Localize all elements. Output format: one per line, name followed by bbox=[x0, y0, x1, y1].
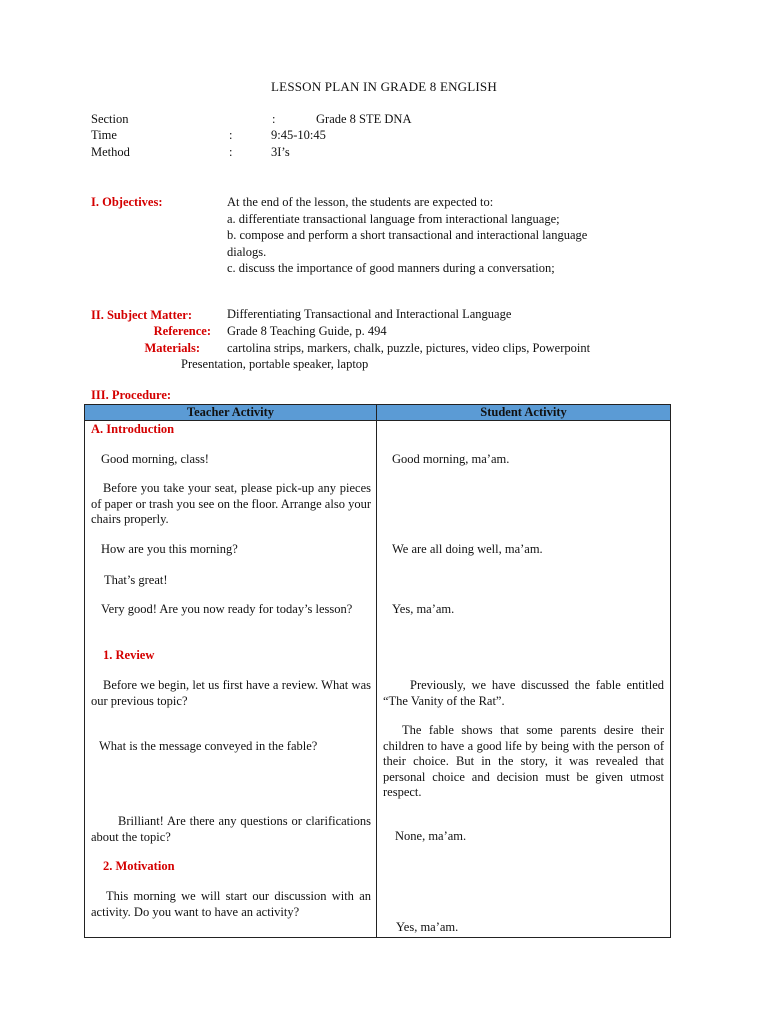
objective-line: At the end of the lesson, the students are expected to: bbox=[227, 195, 494, 209]
student-line: Yes, ma’am. bbox=[392, 602, 455, 616]
objective-line: b. compose and perform a short transactional and interactional language bbox=[227, 228, 588, 242]
teacher-line: That’s great! bbox=[104, 573, 168, 587]
info-label: Section bbox=[91, 112, 129, 126]
objective-line: dialogs. bbox=[227, 244, 267, 259]
objective-line: a. differentiate transactional language from interactional language; bbox=[227, 211, 560, 226]
materials-continued: Presentation, portable speaker, laptop bbox=[181, 357, 369, 371]
info-value: 3I’s bbox=[271, 145, 290, 159]
materials-label: Materials: bbox=[144, 341, 200, 355]
student-activity-header: Student Activity bbox=[377, 405, 671, 421]
table-header-row bbox=[85, 405, 671, 421]
student-line: None, ma’am. bbox=[395, 829, 467, 843]
motivation-heading: 2. Motivation bbox=[103, 859, 175, 873]
student-line: Yes, ma’am. bbox=[396, 920, 459, 934]
procedure-table bbox=[84, 404, 671, 938]
student-column bbox=[377, 421, 671, 938]
teacher-line: How are you this morning? bbox=[101, 542, 238, 556]
info-label: Time bbox=[91, 128, 117, 142]
teacher-line: Before you take your seat, please pick-up any pieces of paper or trash you see on the floor. Arrange also your chairs properly. bbox=[91, 481, 371, 526]
student-line: The fable shows that some parents desire their children to have a good life by being with the person of their choice. But in the story, it was revealed that personal choice and decision must be given utmost respect. bbox=[383, 723, 664, 799]
teacher-line: What is the message conveyed in the fable? bbox=[99, 739, 318, 753]
review-heading: 1. Review bbox=[103, 648, 155, 662]
teacher-line: Very good! Are you now ready for today’s lesson? bbox=[101, 602, 353, 616]
table-row bbox=[85, 421, 671, 938]
objectives-heading: I. Objectives: bbox=[91, 195, 163, 209]
info-value: 9:45-10:45 bbox=[271, 128, 326, 142]
objective-line: c. discuss the importance of good manners during a conversation; bbox=[227, 261, 555, 275]
subject-matter-value: Differentiating Transactional and Interactional Language bbox=[227, 307, 512, 321]
student-line: Good morning, ma’am. bbox=[392, 452, 510, 466]
student-line: Previously, we have discussed the fable entitled “The Vanity of the Rat”. bbox=[383, 678, 664, 708]
reference-value: Grade 8 Teaching Guide, p. 494 bbox=[227, 324, 387, 338]
document-title: LESSON PLAN IN GRADE 8 ENGLISH bbox=[271, 79, 497, 94]
procedure-heading: III. Procedure: bbox=[91, 388, 172, 402]
info-value: Grade 8 STE DNA bbox=[316, 112, 412, 126]
info-colon: : bbox=[229, 128, 233, 142]
subject-matter-heading: II. Subject Matter: bbox=[91, 308, 193, 322]
info-label: Method bbox=[91, 145, 130, 159]
teacher-column bbox=[85, 421, 377, 938]
info-colon: : bbox=[229, 145, 233, 159]
teacher-line: This morning we will start our discussion with an activity. Do you want to have an activity? bbox=[91, 889, 371, 919]
reference-label: Reference: bbox=[153, 324, 211, 338]
info-colon: : bbox=[272, 112, 276, 126]
teacher-line: Before we begin, let us first have a review. What was our previous topic? bbox=[91, 678, 371, 708]
introduction-heading: A. Introduction bbox=[91, 422, 175, 436]
teacher-line: Good morning, class! bbox=[101, 452, 209, 466]
teacher-activity-header: Teacher Activity bbox=[85, 405, 377, 421]
materials-value: cartolina strips, markers, chalk, puzzle, pictures, video clips, Powerpoint bbox=[227, 341, 591, 355]
objectives-list bbox=[227, 194, 667, 277]
student-line: We are all doing well, ma’am. bbox=[392, 542, 543, 556]
teacher-line: Brilliant! Are there any questions or clarifications about the topic? bbox=[91, 814, 371, 844]
